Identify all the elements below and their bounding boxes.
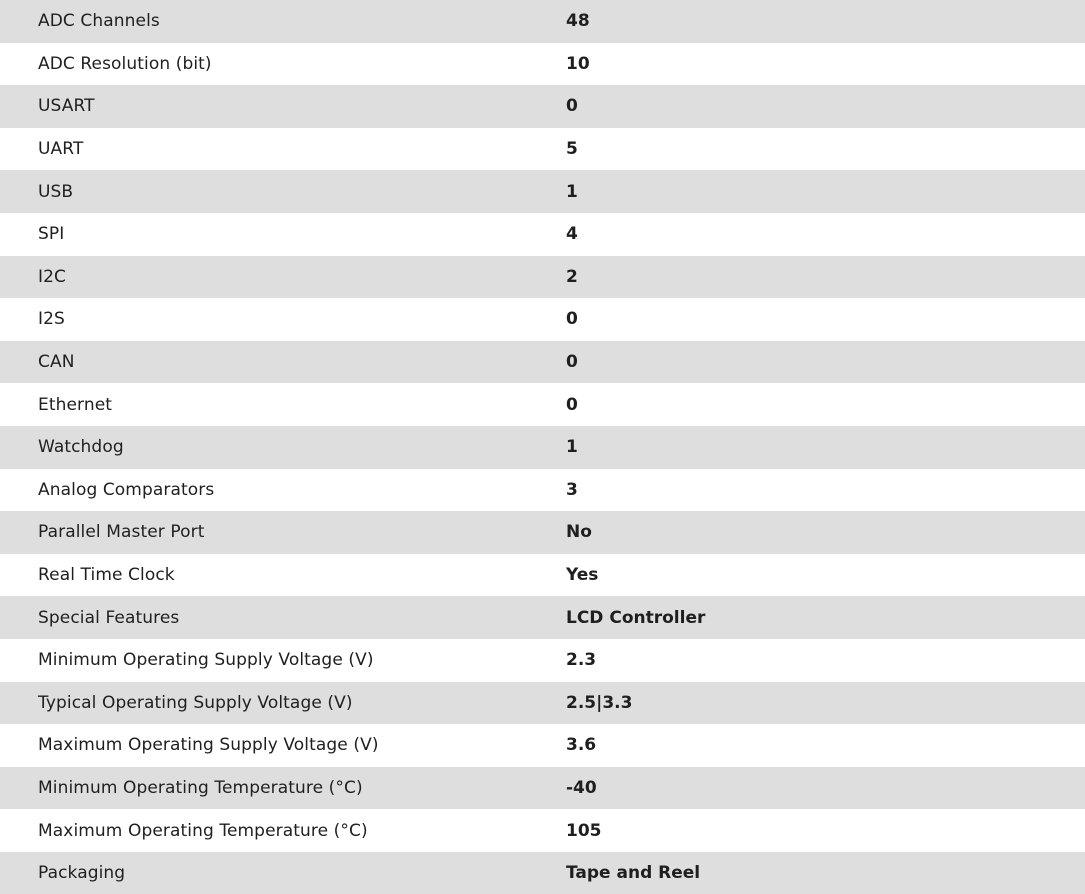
- spec-label: CAN: [38, 352, 75, 373]
- spec-label: I2S: [38, 309, 65, 330]
- spec-row-can: [0, 341, 1085, 384]
- spec-value: 48: [566, 11, 590, 32]
- spec-label: Real Time Clock: [38, 565, 175, 586]
- spec-value: 0: [566, 309, 578, 330]
- spec-label: USB: [38, 181, 74, 202]
- spec-label: UART: [38, 139, 84, 160]
- spec-row-min-temperature: [0, 767, 1085, 810]
- spec-label: ADC Resolution (bit): [38, 53, 212, 74]
- spec-row-adc-resolution: [0, 43, 1085, 86]
- spec-label: Maximum Operating Temperature (°C): [38, 820, 368, 841]
- spec-row-uart: [0, 128, 1085, 171]
- spec-label: SPI: [38, 224, 65, 245]
- spec-label: Special Features: [38, 607, 180, 628]
- spec-value: LCD Controller: [566, 607, 706, 628]
- spec-value: No: [566, 522, 592, 543]
- spec-row-ethernet: [0, 383, 1085, 426]
- spec-value: 2.5|3.3: [566, 692, 633, 713]
- spec-label: Minimum Operating Supply Voltage (V): [38, 650, 374, 671]
- spec-value: 1: [566, 181, 578, 202]
- spec-row-i2c: [0, 256, 1085, 299]
- spec-value: 1: [566, 437, 578, 458]
- spec-row-adc-channels: [0, 0, 1085, 43]
- spec-value: 10: [566, 53, 590, 74]
- spec-value: 3: [566, 479, 578, 500]
- spec-value: 0: [566, 394, 578, 415]
- spec-row-special-features: [0, 596, 1085, 639]
- spec-row-packaging: [0, 852, 1085, 894]
- spec-row-usart: [0, 85, 1085, 128]
- spec-row-usb: [0, 170, 1085, 213]
- spec-label: Watchdog: [38, 437, 124, 458]
- spec-row-analog-comparators: [0, 469, 1085, 512]
- spec-row-spi: [0, 213, 1085, 256]
- spec-label: USART: [38, 96, 95, 117]
- spec-value: -40: [566, 777, 597, 798]
- spec-value: 4: [566, 224, 578, 245]
- spec-label: Packaging: [38, 863, 126, 884]
- spec-value: 0: [566, 96, 578, 117]
- spec-label: Minimum Operating Temperature (°C): [38, 777, 363, 798]
- spec-row-max-supply-voltage: [0, 724, 1085, 767]
- spec-value: Tape and Reel: [566, 863, 701, 884]
- spec-value: 3.6: [566, 735, 597, 756]
- spec-row-min-supply-voltage: [0, 639, 1085, 682]
- spec-value: 0: [566, 352, 578, 373]
- spec-label: Ethernet: [38, 394, 113, 415]
- spec-value: Yes: [566, 565, 599, 586]
- spec-value: 105: [566, 820, 602, 841]
- spec-label: Parallel Master Port: [38, 522, 205, 543]
- spec-row-real-time-clock: [0, 554, 1085, 597]
- spec-row-i2s: [0, 298, 1085, 341]
- spec-label: Typical Operating Supply Voltage (V): [38, 692, 353, 713]
- spec-value: 2.3: [566, 650, 597, 671]
- spec-value: 5: [566, 139, 578, 160]
- spec-row-max-temperature: [0, 809, 1085, 852]
- spec-value: 2: [566, 266, 578, 287]
- spec-row-parallel-master-port: [0, 511, 1085, 554]
- spec-label: Maximum Operating Supply Voltage (V): [38, 735, 379, 756]
- spec-row-typ-supply-voltage: [0, 682, 1085, 725]
- spec-label: I2C: [38, 266, 66, 287]
- spec-row-watchdog: [0, 426, 1085, 469]
- spec-label: Analog Comparators: [38, 479, 215, 500]
- spec-label: ADC Channels: [38, 11, 160, 32]
